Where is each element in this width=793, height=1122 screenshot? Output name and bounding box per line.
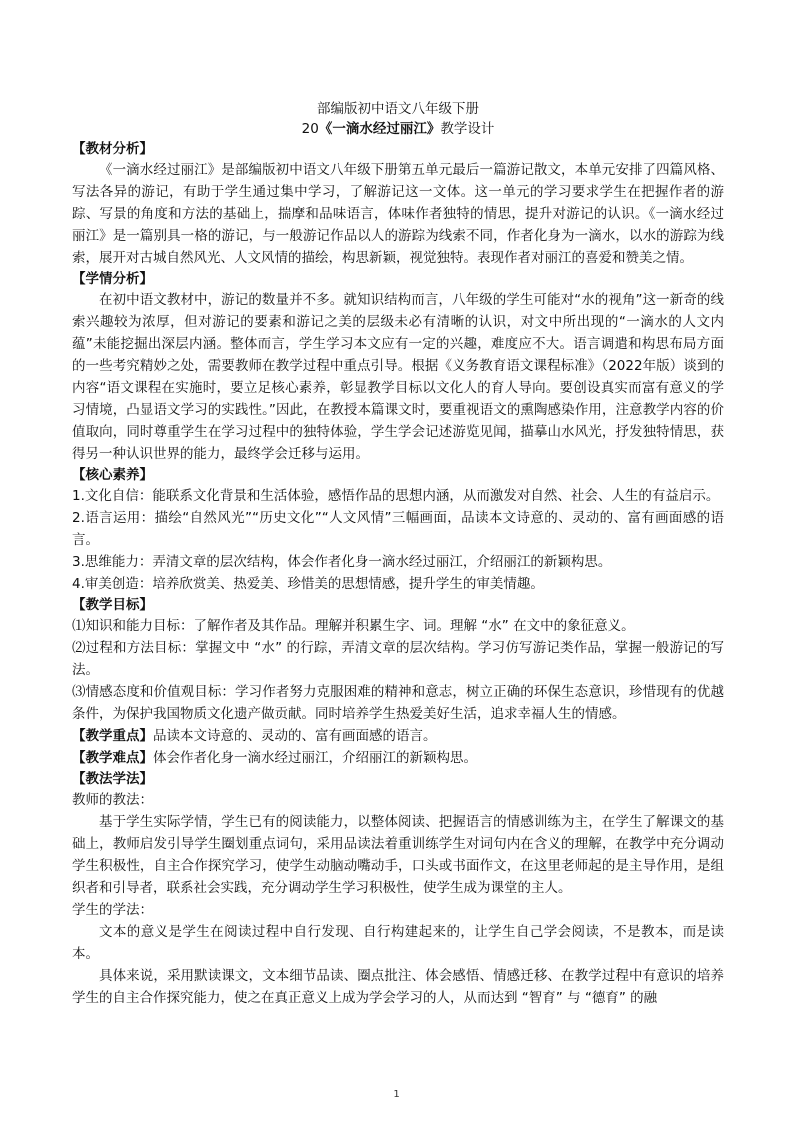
core-item-1: 1.文化自信：能联系文化背景和生活体验，感悟作品的思想内涵，从而激发对自然、社会、人生的有益启示。 bbox=[72, 488, 720, 504]
difficulty-text: 体会作者化身一滴水经过丽江，介绍丽江的新颖构思。 bbox=[153, 750, 477, 766]
difficulty-heading: 【教学难点】 bbox=[72, 750, 153, 766]
key-heading: 【教学重点】 bbox=[72, 728, 153, 744]
core-item-2: 2.语言运用：描绘“自然风光”“历史文化”“人文风情”三幅画面，品读本文诗意的、灵动的、富有画面感的语言。 bbox=[72, 510, 724, 548]
core-heading: 【核心素养】 bbox=[72, 467, 153, 483]
core-item-3: 3.思维能力：弄清文章的层次结构，体会作者化身一滴水经过丽江，介绍丽江的新颖构思。 bbox=[72, 554, 612, 570]
core-item-4: 4.审美创造：培养欣赏美、热爱美、珍惜美的思想情感，提升学生的审美情趣。 bbox=[72, 576, 544, 592]
goals-heading: 【教学目标】 bbox=[72, 597, 153, 613]
analysis-paragraph: 《一滴水经过丽江》是部编版初中语文八年级下册第五单元最后一篇游记散文，本单元安排了四篇风格、写法各异的游记，有助于学生通过集中学习，了解游记这一文体。这一单元的学习要求学生在把握作者的游踪、写景的角度和方法的基础上，揣摩和品味语言，体味作者独特的情思，提升对游记的认识。《一滴水经过丽江》是一篇别具一格的游记，与一般游记作品以人的游踪为线索不同，作者化身为一滴水，以水的游踪为线索，展开对古城自然风光、人文风情的描绘，构思新颖，视觉独特。表现作者对丽江的喜爱和赞美之情。 bbox=[72, 162, 724, 266]
teacher-method-paragraph: 基于学生实际学情，学生已有的阅读能力，以整体阅读、把握语言的情感训练为主，在学生了解课文的基础上，教师启发引导学生圈划重点词句，采用品读法着重训练学生对词句内在含义的理解，在教学中充分调动学生积极性，自主合作探究学习，使学生动脑动嘴动手，口头或书面作文，在这里老师起的是主导作用，是组织者和引导者，联系社会实践，充分调动学生学习积极性，使学生成为课堂的主人。 bbox=[72, 814, 724, 896]
goal-item-3: ⑶情感态度和价值观目标：学习作者努力克服困难的精神和意志，树立正确的环保生态意识，珍惜现有的优越条件，为保护我国物质文化遗产做贡献。同时培养学生热爱美好生活，追求幸福人生的情感。 bbox=[72, 684, 724, 722]
title-prefix: 20 bbox=[301, 121, 319, 137]
page-number: 1 bbox=[393, 1089, 400, 1100]
methods-heading: 【教法学法】 bbox=[72, 771, 153, 787]
student-method-paragraph-2: 具体来说，采用默读课文，文本细节品读、圈点批注、体会感悟、情感迁移、在教学过程中有意识的培养学生的自主合作探究能力，使之在真正意义上成为学会学习的人，从而达到 “智育” 与 “德育” 的融 bbox=[72, 968, 724, 1006]
title-lesson-name: 《一滴水经过丽江》 bbox=[318, 121, 441, 137]
goal-item-2: ⑵过程和方法目标：掌握文中 “水” 的行踪，弄清文章的层次结构。学习仿写游记类作品，掌握一般游记的写法。 bbox=[72, 640, 724, 678]
key-point-line bbox=[72, 725, 724, 747]
student-method-label: 学生的学法： bbox=[72, 902, 153, 918]
title-suffix: 教学设计 bbox=[440, 121, 495, 137]
goal-item-1: ⑴知识和能力目标：了解作者及其作品。理解并积累生字、词。理解 “水” 在文中的象征意义。 bbox=[72, 618, 635, 634]
document-title-line1: 部编版初中语文八年级下册 bbox=[317, 101, 479, 117]
teacher-method-label: 教师的教法： bbox=[72, 792, 153, 808]
difficulty-line bbox=[72, 747, 724, 769]
learner-heading: 【学情分析】 bbox=[72, 271, 153, 287]
key-text: 品读本文诗意的、灵动的、富有画面感的语言。 bbox=[153, 728, 437, 744]
document-body bbox=[72, 99, 724, 1009]
student-method-paragraph-1: 文本的意义是学生在阅读过程中自行发现、自行构建起来的，让学生自己学会阅读，不是教本，而是读本。 bbox=[72, 924, 724, 962]
learner-paragraph: 在初中语文教材中，游记的数量并不多。就知识结构而言，八年级的学生可能对“水的视角”这一新奇的线索兴趣较为浓厚，但对游记的要素和游记之美的层级未必有清晰的认识，对文中所出现的“一滴水的人文内蕴”未能挖掘出深层内涵。整体而言，学生学习本文应有一定的兴趣，难度应不大。语言调遣和构思布局方面的一些考究精妙之处，需要教师在教学过程中重点引导。根据《义务教育语文课程标准》（2022年版）谈到的内容“语文课程在实施时，要立足核心素养，彰显教学目标以文化人的育人导向。要创设真实而富有意义的学习情境，凸显语文学习的实践性。”因此，在教授本篇课文时，要重视语文的熏陶感染作用，注意教学内容的价值取向，同时尊重学生在学习过程中的独特体验，学生学会记述游览见闻，描摹山水风光，抒发独特情思，获得另一种认识世界的能力，最终学会迁移与运用。 bbox=[72, 292, 724, 462]
analysis-heading: 【教材分析】 bbox=[72, 141, 153, 157]
document-title-line2 bbox=[72, 119, 724, 139]
